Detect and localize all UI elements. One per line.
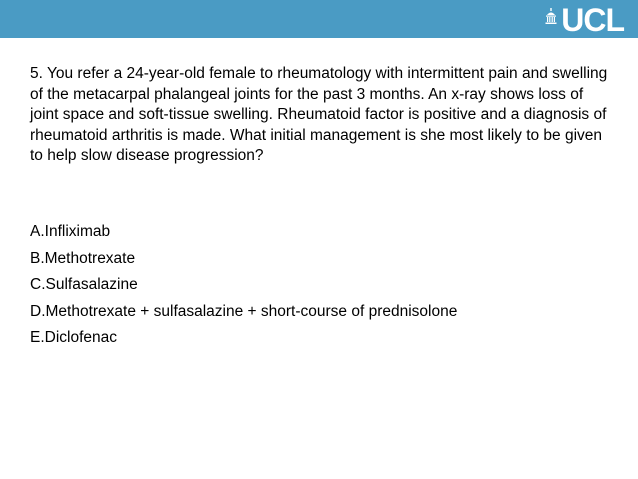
option-b: B.Methotrexate bbox=[30, 249, 136, 267]
option-d: D.Methotrexate + sulfasalazine + short-course of prednisolone bbox=[30, 302, 458, 320]
question-text: 5. You refer a 24-year-old female to rheumatology with intermittent pain and swelling of the metacarpal phalangeal joints for the past 3 months. An x-ray shows loss of joint space and soft-tissue swelling. Rheumatoid factor is positive and a diagnosis of rheumatoid arthritis is made. What initial management is she most likely to be given to help slow disease progression? bbox=[30, 65, 608, 164]
ucl-crest-icon bbox=[545, 8, 557, 26]
option-c: C.Sulfasalazine bbox=[30, 276, 138, 293]
answer-options bbox=[30, 219, 615, 352]
option-a: A.Infliximab bbox=[30, 223, 111, 240]
ucl-logo bbox=[545, 2, 624, 38]
header-bar bbox=[0, 0, 638, 38]
logo-text: UCL bbox=[561, 2, 624, 38]
option-e: E.Diclofenac bbox=[30, 329, 118, 346]
